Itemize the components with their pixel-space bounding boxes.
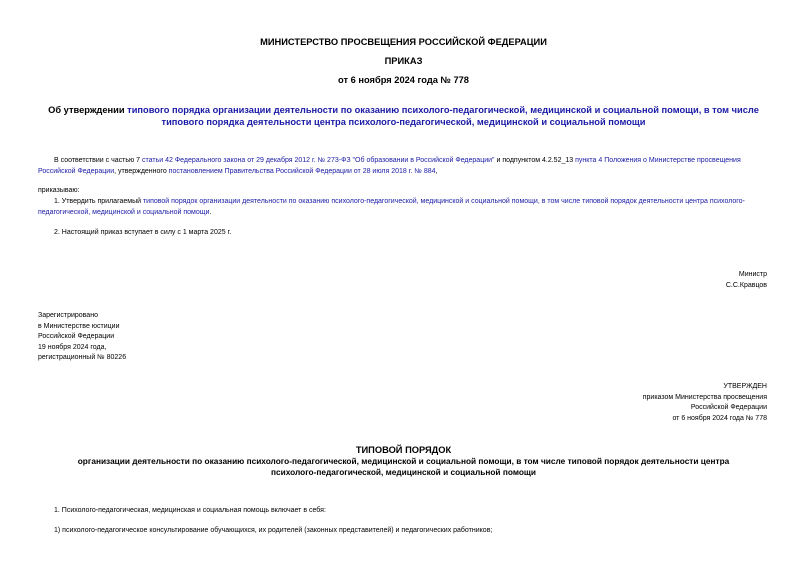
- title-link[interactable]: типового порядка организации деятельности по оказанию психолого-педагогической, медицинской и социальной помощи, в том числе типового порядка деятельности центра психолого-педагогической, медицинской и социальной помощи: [127, 105, 759, 127]
- annex-subtitle-line-1: организации деятельности по оказанию психолого-педагогической, медицинской и социальной помощи, в том числе типовой порядок деятельности центра: [77, 456, 730, 466]
- preamble-link-law[interactable]: статьи 42 Федерального закона от 29 декабря 2012 г. № 273-ФЗ "Об образовании в Российской Федерации": [142, 157, 495, 164]
- signature-name: С.С.Кравцов: [725, 281, 767, 289]
- ministry-heading: МИНИСТЕРСТВО ПРОСВЕЩЕНИЯ РОССИЙСКОЙ ФЕДЕРАЦИИ: [260, 37, 547, 47]
- item-1-paragraph: [38, 197, 768, 218]
- preamble-link-regulation[interactable]: пункта 4 Положения о Министерстве просвещения Российской Федерации: [38, 157, 741, 175]
- preamble-text-1: В соответствии с частью 7: [54, 157, 143, 164]
- annex-paragraph-2: 1) психолого-педагогическое консультирование обучающихся, их родителей (законных представителей) и педагогических работников;: [54, 527, 493, 534]
- approval-line: УТВЕРЖДЕН: [723, 383, 767, 390]
- approval-line: Российской Федерации: [690, 404, 767, 411]
- item-2-paragraph: 2. Настоящий приказ вступает в силу с 1 марта 2025 г.: [54, 229, 232, 236]
- approval-block: [643, 382, 767, 424]
- annex-subtitle-line-2: психолого-педагогической, медицинской и социальной помощи: [270, 467, 537, 477]
- preamble-link-resolution[interactable]: постановлением Правительства Российской Федерации от 28 июля 2018 г. № 884: [168, 167, 436, 175]
- doc-type-heading: ПРИКАЗ: [384, 56, 423, 66]
- preamble-text-2: и подпунктом 4.2.52_13: [494, 157, 576, 164]
- approval-line: приказом Министерства просвещения: [642, 393, 767, 401]
- registration-line: в Министерстве юстиции: [38, 322, 120, 330]
- item-1-text: 1. Утвердить прилагаемый: [54, 198, 143, 205]
- document-title: [40, 104, 767, 128]
- registration-line: 19 ноября 2024 года,: [38, 343, 107, 351]
- signature-block: [726, 270, 767, 291]
- item-1-end: .: [209, 208, 212, 216]
- registration-block: [38, 311, 126, 364]
- order-word: приказываю:: [38, 187, 80, 194]
- date-number-heading: от 6 ноября 2024 года № 778: [338, 75, 469, 85]
- preamble-text-4: ,: [435, 167, 438, 175]
- preamble-paragraph: [38, 156, 768, 177]
- preamble-text-3: , утвержденного: [114, 167, 169, 175]
- approval-line: от 6 ноября 2024 года № 778: [672, 414, 767, 422]
- registration-line: регистрационный № 80226: [38, 354, 127, 361]
- annex-paragraph-1: 1. Психолого-педагогическая, медицинская и социальная помощь включает в себя:: [54, 507, 326, 514]
- item-1-link[interactable]: типовой порядок организации деятельности по оказанию психолого-педагогической, медицинской и социальной помощи, в том числе типовой порядок деятельности центра психолого-педагогической, медицинской и социальной помощи: [38, 198, 745, 216]
- signature-position: Министр: [738, 271, 767, 278]
- registration-line: Зарегистрировано: [38, 312, 98, 319]
- registration-line: Российской Федерации: [38, 333, 115, 340]
- annex-title: ТИПОВОЙ ПОРЯДОК: [355, 445, 452, 455]
- title-prefix: Об утверждении: [48, 105, 128, 115]
